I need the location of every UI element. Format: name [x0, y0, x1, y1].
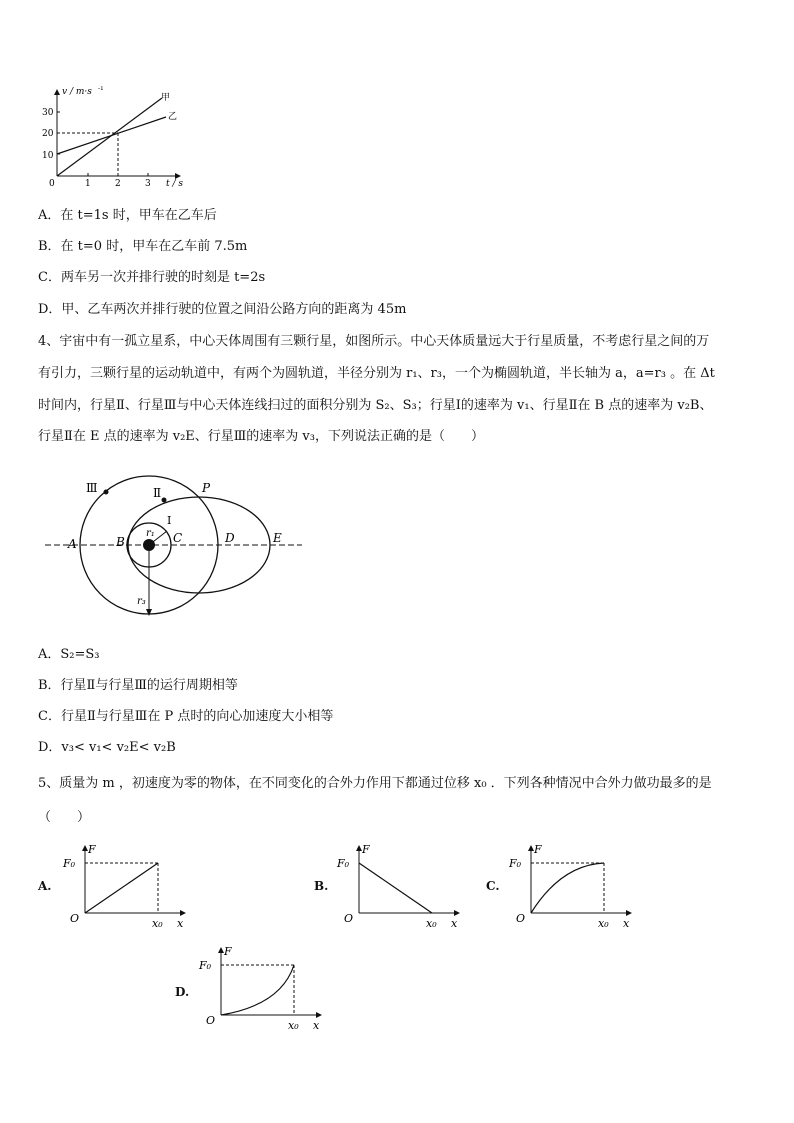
F-label: F — [88, 843, 96, 856]
q5-stem-line2: （ ） — [38, 810, 91, 825]
label-C: C — [173, 531, 183, 545]
q4-stem-line2: 有引力，三颗行星的运动轨道中，有两个为圆轨道，半径分别为 r₁、r₃，一个为椭圆轨道，半长轴为 a，a=r₃ 。在 Δt — [38, 366, 715, 381]
F0-label: F₀ — [509, 857, 522, 870]
force-curve — [85, 863, 158, 913]
planet-III — [104, 490, 109, 495]
q3-option-a: A．在 t=1s 时，甲车在乙车后 — [38, 208, 217, 223]
force-curve — [531, 863, 604, 913]
O-label: O — [516, 912, 526, 925]
F0-label: F₀ — [63, 857, 76, 870]
F0-label: F₀ — [199, 959, 212, 972]
label-yi: 乙 — [168, 112, 178, 122]
y-axis-exp: -1 — [98, 86, 104, 92]
q4-stem-line4: 行星Ⅱ在 E 点的速率为 v₂E、行星Ⅲ的速率为 v₃，下列说法正确的是（ ） — [38, 429, 484, 444]
x0-label: x₀ — [426, 917, 437, 930]
F0-label: F₀ — [337, 857, 350, 870]
x0-label: x₀ — [152, 917, 163, 930]
q4-stem-line3: 时间内，行星Ⅱ、行星Ⅲ与中心天体连线扫过的面积分别为 S₂、S₃；行星Ⅰ的速率为 v₁、行星Ⅱ在 B 点的速率为 v₂B、 — [38, 398, 713, 413]
O-label: O — [206, 1014, 216, 1027]
q5-label-b: B. — [314, 879, 329, 893]
q4-stem-line1: 4、宇宙中有一孤立星系，中心天体周围有三颗行星，如图所示。中心天体质量远大于行星质量，不考虑行星之间的万 — [38, 334, 710, 349]
label-B: B — [116, 535, 125, 549]
q5-stem-line1: 5、质量为 m ，初速度为零的物体，在不同变化的合外力作用下都通过位移 x₀ ．下列各种情况中合外力做功最多的是 — [38, 776, 712, 791]
q3-option-c: C．两车另一次并排行驶的时刻是 t=2s — [38, 270, 266, 285]
q5-label-d: D. — [175, 985, 190, 999]
label-III: Ⅲ — [86, 481, 98, 495]
label-r1: r₁ — [146, 528, 155, 539]
x-axis-label: t / s — [166, 179, 183, 189]
q3-option-b: B．在 t=0 时，甲车在乙车前 7.5m — [38, 239, 248, 254]
x-label: x — [313, 1019, 320, 1032]
q4-option-a: A．S₂=S₃ — [38, 647, 100, 662]
q5-graph-b — [334, 843, 464, 933]
x-label: x — [177, 917, 184, 930]
label-I: I — [167, 514, 172, 527]
line-jia — [57, 98, 162, 176]
label-jia: 甲 — [161, 93, 171, 103]
y-tick-10: 10 — [42, 151, 54, 161]
x-tick-2: 2 — [115, 179, 121, 189]
y-tick-30: 30 — [42, 108, 54, 118]
label-D: D — [225, 531, 235, 545]
label-P: P — [202, 481, 211, 495]
q3-vt-graph — [30, 86, 190, 194]
q4-option-c: C．行星Ⅱ与行星Ⅲ在 P 点时的向心加速度大小相等 — [38, 709, 334, 724]
x-label: x — [623, 917, 630, 930]
force-curve — [221, 965, 294, 1015]
q5-graph-d — [196, 945, 326, 1035]
O-label: O — [344, 912, 354, 925]
force-curve — [359, 863, 432, 913]
q3-option-d: D．甲、乙车两次并排行驶的位置之间沿公路方向的距离为 45m — [38, 302, 407, 317]
q4-option-d: D．v₃< v₁< v₂E< v₂B — [38, 740, 176, 755]
q4-option-b: B．行星Ⅱ与行星Ⅲ的运行周期相等 — [38, 678, 238, 693]
planet-II — [162, 498, 167, 503]
x-tick-1: 1 — [85, 179, 91, 189]
O-label: O — [70, 912, 80, 925]
q5-label-c: C. — [486, 879, 500, 893]
label-E: E — [273, 531, 282, 545]
q5-label-a: A. — [38, 879, 52, 893]
F-label: F — [362, 843, 370, 856]
origin-label: 0 — [49, 179, 55, 189]
label-II: Ⅱ — [153, 486, 162, 500]
x-tick-3: 3 — [145, 179, 151, 189]
label-r3: r₃ — [137, 596, 146, 607]
line-yi — [57, 117, 166, 154]
q5-graph-a — [60, 843, 190, 933]
q4-orbit-diagram — [40, 470, 310, 622]
y-tick-20: 20 — [42, 129, 54, 139]
y-axis-label: v / m·s — [62, 87, 92, 97]
x0-label: x₀ — [288, 1019, 299, 1032]
F-label: F — [534, 843, 542, 856]
F-label: F — [224, 945, 232, 958]
x0-label: x₀ — [598, 917, 609, 930]
x-label: x — [451, 917, 458, 930]
q5-graph-c — [506, 843, 636, 933]
label-A: A — [68, 537, 77, 551]
